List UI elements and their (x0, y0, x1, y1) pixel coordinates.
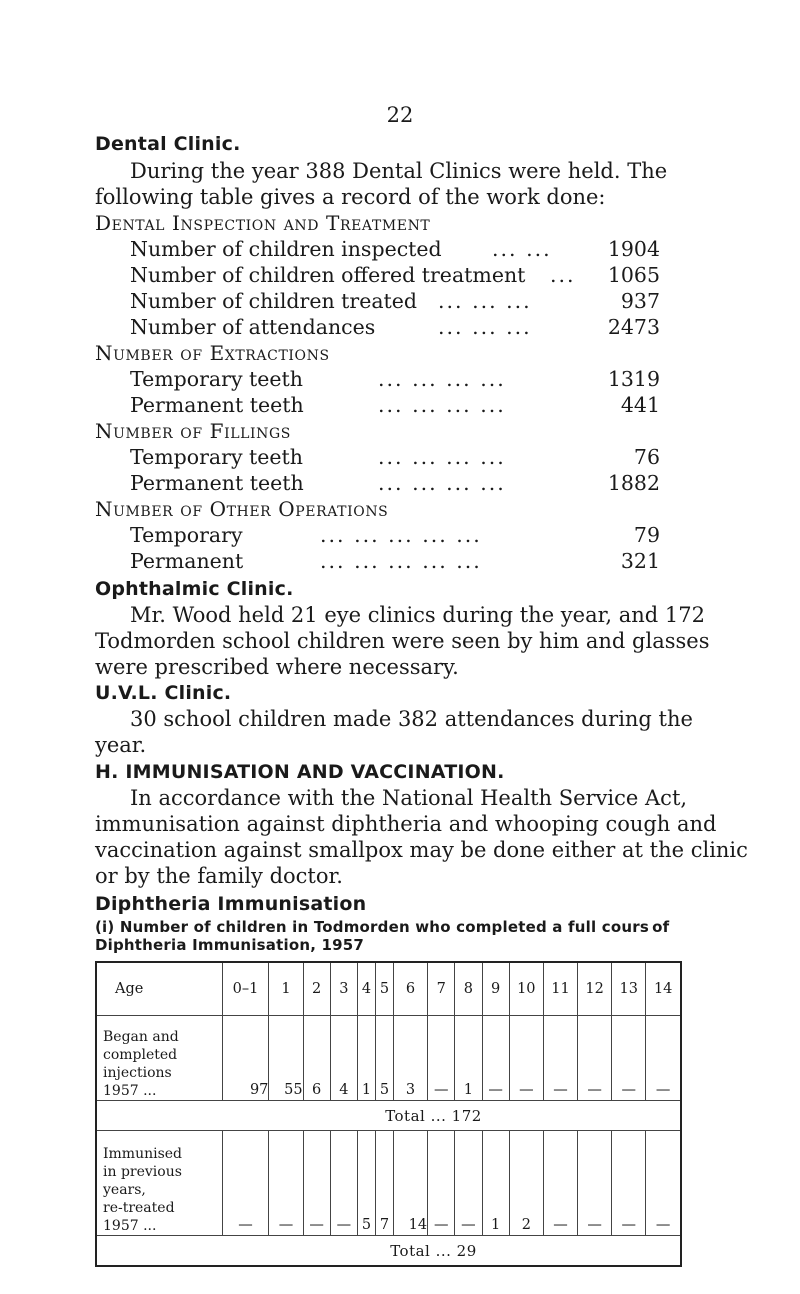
table-cell: — (646, 1016, 681, 1101)
stat-row (130, 523, 660, 549)
immunised-previous-label (96, 1131, 222, 1236)
ophthalmic-line-2: Todmorden school children were seen by him and glasses (95, 629, 710, 653)
began-completed-label (96, 1016, 222, 1101)
table-cell: — (612, 1016, 646, 1101)
began-completed-row (96, 1016, 681, 1101)
leader-dots: ... ... ... (438, 289, 532, 313)
stat-value: 76 (633, 445, 660, 469)
diphtheria-subheading-line-1: (i) Number of children in Todmorden who completed a full cours of (95, 918, 670, 936)
stat-label: Permanent teeth (130, 393, 304, 417)
leader-dots: ... ... ... ... ... (320, 523, 482, 547)
table-cell: 97 (222, 1016, 269, 1101)
immunisation-line-4: or by the family doctor. (95, 864, 343, 888)
table-cell: 5 (357, 1131, 375, 1236)
table-cell: — (578, 1016, 612, 1101)
stat-value: 1319 (607, 367, 660, 391)
leader-dots: ... ... ... ... (378, 393, 506, 417)
fillings-heading: Number of Fillings (95, 419, 291, 443)
stat-label: Number of children offered treatment (130, 263, 526, 287)
row-label-line: re-treated (103, 1200, 175, 1216)
age-header-row (96, 962, 681, 1016)
stat-row (130, 445, 660, 471)
age-header-cell: 3 (330, 962, 357, 1016)
stat-row (130, 263, 660, 289)
total-value: Total ... 29 (96, 1236, 681, 1267)
total-row (96, 1236, 681, 1267)
stat-value: 321 (620, 549, 660, 573)
age-header-cell: 9 (482, 962, 509, 1016)
immunisation-line-2: immunisation against diphtheria and whooping cough and (95, 812, 717, 836)
age-header-cell: 7 (428, 962, 455, 1016)
stat-value: 1065 (607, 263, 660, 287)
ophthalmic-clinic-heading: Ophthalmic Clinic. (95, 578, 294, 600)
age-header-cell: 6 (393, 962, 427, 1016)
stat-value: 1882 (607, 471, 660, 495)
row-label-line: 1957 ... (103, 1218, 157, 1234)
age-header-cell: 10 (509, 962, 543, 1016)
age-header-label: Age (96, 962, 222, 1016)
row-label-line: completed (103, 1047, 178, 1063)
table-cell: — (222, 1131, 269, 1236)
row-label-line: years, (103, 1182, 146, 1198)
table-cell: — (509, 1016, 543, 1101)
table-cell: 1 (357, 1016, 375, 1101)
leader-dots: ... ... ... ... (378, 445, 506, 469)
table-cell: — (428, 1131, 455, 1236)
table-cell: 1 (482, 1131, 509, 1236)
stat-label: Permanent teeth (130, 471, 304, 495)
stat-row (130, 393, 660, 419)
immunised-previous-row (96, 1131, 681, 1236)
stat-value: 2473 (607, 315, 660, 339)
leader-dots: ... ... ... ... ... (320, 549, 482, 573)
stat-row (130, 237, 660, 263)
age-header-cell: 1 (269, 962, 303, 1016)
age-header-cell: 13 (612, 962, 646, 1016)
extractions-heading: Number of Extractions (95, 341, 330, 365)
page-number: 22 (386, 103, 414, 127)
stat-label: Permanent (130, 549, 244, 573)
table-cell: — (543, 1016, 577, 1101)
age-header-cell: 2 (303, 962, 330, 1016)
table-cell: — (543, 1131, 577, 1236)
stat-row (130, 289, 660, 315)
stat-row (130, 367, 660, 393)
row-label-line: Began and (103, 1029, 179, 1045)
table-cell: — (482, 1016, 509, 1101)
table-cell: 4 (330, 1016, 357, 1101)
uvl-line-1: 30 school children made 382 attendances during the (130, 707, 693, 731)
stat-value: 79 (633, 523, 660, 547)
stat-value: 937 (620, 289, 660, 313)
stat-label: Number of attendances (130, 315, 376, 339)
age-header-cell: 4 (357, 962, 375, 1016)
stat-value: 1904 (607, 237, 660, 261)
diphtheria-immunisation-table (95, 961, 682, 1267)
ophthalmic-line-3: were prescribed where necessary. (95, 655, 459, 679)
table-cell: — (455, 1131, 482, 1236)
stat-row (130, 315, 660, 341)
immunisation-line-1: In accordance with the National Health Service Act, (130, 786, 688, 810)
table-cell: 7 (375, 1131, 393, 1236)
leader-dots: ... ... (492, 237, 552, 261)
immunisation-heading: H. IMMUNISATION AND VACCINATION. (95, 761, 505, 783)
other-operations-heading: Number of Other Operations (95, 497, 389, 521)
stat-label: Number of children treated (130, 289, 418, 313)
age-header-cell: 14 (646, 962, 681, 1016)
dental-inspection-heading: Dental Inspection and Treatment (95, 211, 431, 235)
stat-row (130, 471, 660, 497)
table-cell: — (428, 1016, 455, 1101)
immunisation-line-3: vaccination against smallpox may be done either at the clinic (95, 838, 748, 862)
table-cell: — (269, 1131, 303, 1236)
table-cell: 1 (455, 1016, 482, 1101)
total-value: Total ... 172 (96, 1101, 681, 1131)
table-cell: — (330, 1131, 357, 1236)
table-cell: 55 (269, 1016, 303, 1101)
total-row (96, 1101, 681, 1131)
stat-label: Temporary teeth (130, 445, 303, 469)
dental-intro-line-2: following table gives a record of the work done: (95, 185, 606, 209)
stat-value: 441 (620, 393, 660, 417)
row-label-line: in previous (103, 1164, 182, 1180)
leader-dots: ... ... ... ... (378, 367, 506, 391)
table-cell: 5 (375, 1016, 393, 1101)
row-label-line: injections (103, 1065, 172, 1081)
age-header-cell: 11 (543, 962, 577, 1016)
stat-label: Temporary teeth (130, 367, 303, 391)
table-cell: — (646, 1131, 681, 1236)
uvl-line-2: year. (95, 733, 147, 757)
stat-row (130, 549, 660, 575)
row-label-line: 1957 ... (103, 1083, 157, 1099)
table-cell: — (578, 1131, 612, 1236)
age-header-cell: 12 (578, 962, 612, 1016)
table-cell: 2 (509, 1131, 543, 1236)
table-cell: 6 (303, 1016, 330, 1101)
leader-dots: ... ... ... (438, 315, 532, 339)
diphtheria-heading: Diphtheria Immunisation (95, 893, 367, 915)
age-header-cell: 0–1 (222, 962, 269, 1016)
stat-label: Temporary (130, 523, 243, 547)
row-label-line: Immunised (103, 1146, 183, 1162)
leader-dots: ... ... ... ... (378, 471, 506, 495)
stat-label: Number of children inspected (130, 237, 442, 261)
table-cell: 14 (393, 1131, 427, 1236)
dental-clinic-heading: Dental Clinic. (95, 133, 241, 155)
table-cell: — (303, 1131, 330, 1236)
ophthalmic-line-1: Mr. Wood held 21 eye clinics during the year, and 172 (130, 603, 705, 627)
dental-intro-line-1: During the year 388 Dental Clinics were held. The (130, 159, 668, 183)
diphtheria-subheading-line-2: Diphtheria Immunisation, 1957 (95, 936, 365, 954)
age-header-cell: 8 (455, 962, 482, 1016)
leader-dots: ... (550, 263, 576, 287)
table-cell: 3 (393, 1016, 427, 1101)
uvl-clinic-heading: U.V.L. Clinic. (95, 682, 232, 704)
age-header-cell: 5 (375, 962, 393, 1016)
table-cell: — (612, 1131, 646, 1236)
